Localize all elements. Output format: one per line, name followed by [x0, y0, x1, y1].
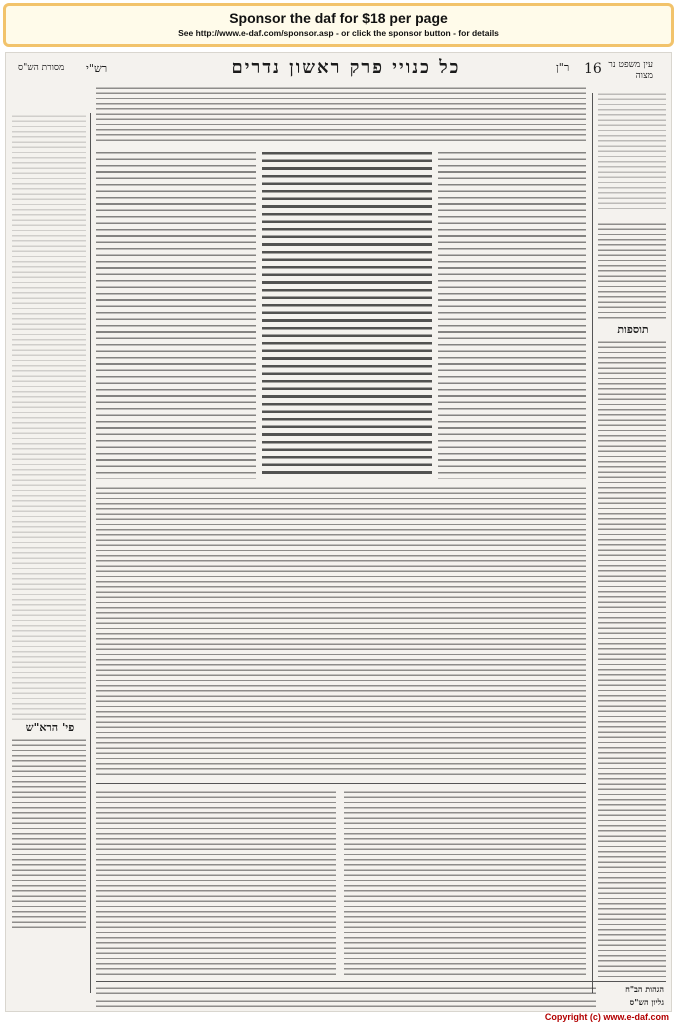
- ein-mishpat-label: עין משפט נר מצוה: [608, 60, 653, 81]
- haggahot-label: הגהות הב"ח: [625, 984, 664, 994]
- rashi-column: [96, 149, 256, 479]
- left-margin-rule: [90, 113, 91, 993]
- sponsor-subline[interactable]: See http://www.e-daf.com/sponsor.asp - or click the sponsor button - for details: [178, 28, 499, 38]
- gilyon-label: גליון הש"ס: [629, 997, 664, 1007]
- daf-number: 16: [584, 61, 602, 77]
- page-header: [6, 53, 673, 85]
- right-margin-rule: [592, 93, 593, 993]
- right-margin-upper: [598, 221, 666, 319]
- mesorah-column: [12, 113, 86, 723]
- rashi-label: רש"י: [86, 62, 108, 75]
- talmud-page: [5, 52, 672, 1012]
- lower-section-rule: [96, 783, 586, 784]
- rosh-column: [12, 737, 86, 932]
- page-title: כל כנויי פרק ראשון נדרים: [231, 57, 461, 78]
- lower-left-column: [96, 789, 336, 977]
- rosh-heading: פי' הרא"ש: [25, 721, 75, 734]
- ran-label: ר"ן: [556, 61, 570, 74]
- ran-column: [438, 149, 586, 479]
- tosafot-column: [598, 339, 666, 979]
- ran-top-block: [96, 85, 586, 143]
- lower-right-column: [344, 789, 586, 977]
- copyright-notice[interactable]: Copyright (c) www.e-daf.com: [544, 1012, 669, 1022]
- haggahot-text: [96, 985, 596, 995]
- mesorah-label: מסורת הש"ס: [18, 63, 65, 73]
- gilyon-text: [96, 998, 596, 1008]
- footer-rule: [96, 981, 666, 982]
- tosafot-heading: תוספות: [617, 323, 649, 336]
- gemara-text: [262, 149, 432, 479]
- ein-mishpat-column: [598, 91, 666, 211]
- sponsor-banner[interactable]: [3, 3, 674, 47]
- sponsor-headline: Sponsor the daf for $18 per page: [229, 10, 448, 26]
- ran-lower-block: [96, 485, 586, 777]
